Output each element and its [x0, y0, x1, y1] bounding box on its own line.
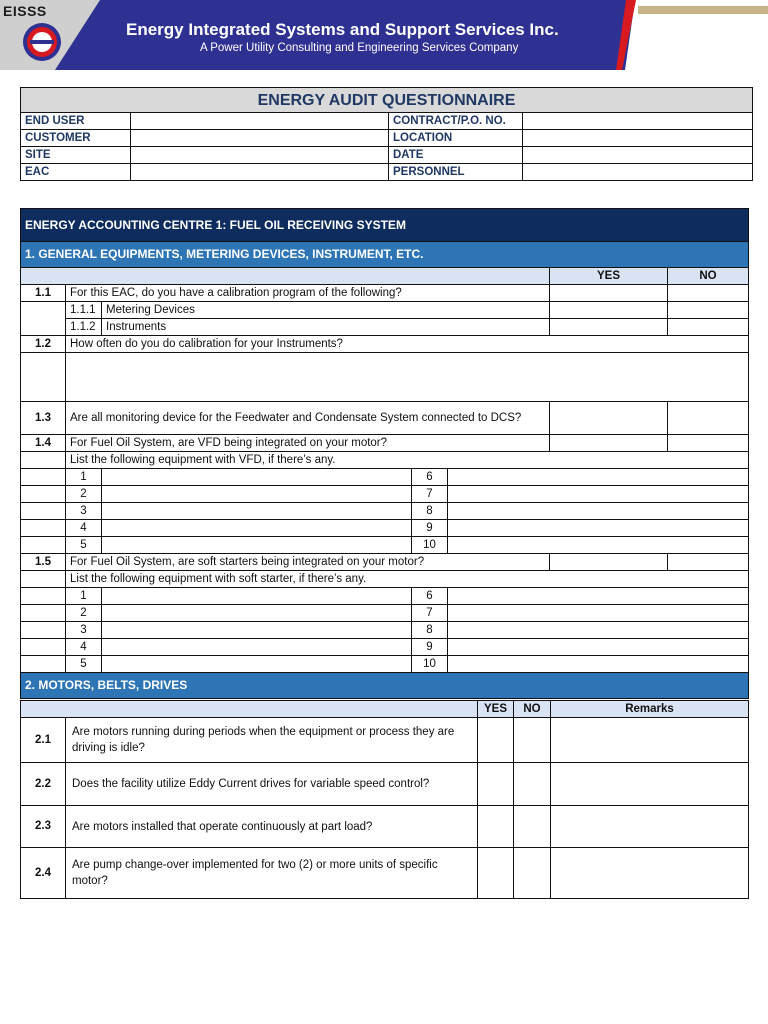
section2-header-row	[21, 701, 749, 718]
list-row	[21, 486, 749, 503]
yes-cell[interactable]	[550, 285, 668, 302]
no-cell[interactable]	[514, 763, 551, 806]
site-field[interactable]	[131, 147, 389, 164]
form-title-row	[21, 88, 753, 113]
question-row	[21, 402, 749, 435]
question-number: 2.4	[21, 848, 66, 899]
no-header: NO	[514, 701, 551, 718]
no-cell[interactable]	[668, 285, 749, 302]
question-row	[21, 848, 749, 899]
blank-cell	[21, 571, 66, 588]
date-field[interactable]	[523, 147, 753, 164]
blank-cell	[21, 656, 66, 673]
list-row	[21, 520, 749, 537]
info-row	[21, 147, 753, 164]
list-number: 4	[66, 520, 102, 537]
list-field[interactable]	[448, 520, 749, 537]
sub-question-text: Metering Devices	[102, 302, 550, 319]
blank-cell	[21, 537, 66, 554]
blank-cell	[21, 622, 66, 639]
blank-cell	[21, 302, 66, 336]
company-name: Energy Integrated Systems and Support Services Inc.	[126, 20, 559, 39]
list-number: 1	[66, 469, 102, 486]
list-row	[21, 639, 749, 656]
yes-cell[interactable]	[478, 763, 514, 806]
form-title: ENERGY AUDIT QUESTIONNAIRE	[21, 88, 753, 113]
site-label: SITE	[21, 147, 131, 164]
list-number: 4	[66, 639, 102, 656]
logo-text: EISSS	[3, 3, 47, 19]
question-number: 2.2	[21, 763, 66, 806]
list-field[interactable]	[448, 469, 749, 486]
yes-cell[interactable]	[478, 848, 514, 899]
eac-field[interactable]	[131, 164, 389, 181]
list-number: 7	[412, 486, 448, 503]
section2-table	[20, 700, 749, 899]
customer-field[interactable]	[131, 130, 389, 147]
list-number: 10	[412, 537, 448, 554]
question-number: 1.3	[21, 402, 66, 435]
question-number: 2.3	[21, 806, 66, 848]
list-field[interactable]	[102, 469, 412, 486]
blank-cell	[21, 503, 66, 520]
blank-cell	[21, 486, 66, 503]
list-number: 1	[66, 588, 102, 605]
answer-row	[21, 353, 749, 402]
remarks-header: Remarks	[551, 701, 749, 718]
list-field[interactable]	[448, 486, 749, 503]
list-field[interactable]	[448, 537, 749, 554]
list-number: 2	[66, 605, 102, 622]
sub-question-text: Instruments	[102, 319, 550, 336]
sub-question-row	[21, 319, 749, 336]
question-number: 1.5	[21, 554, 66, 571]
question-text: Does the facility utilize Eddy Current drives for variable speed control?	[66, 763, 478, 806]
no-cell[interactable]	[514, 806, 551, 848]
yes-header: YES	[550, 268, 668, 285]
personnel-field[interactable]	[523, 164, 753, 181]
list-number: 10	[412, 656, 448, 673]
section1-header-row	[21, 268, 749, 285]
question-number: 1.4	[21, 435, 66, 452]
info-row	[21, 113, 753, 130]
info-table	[20, 87, 753, 181]
yes-header: YES	[478, 701, 514, 718]
list-row	[21, 622, 749, 639]
remarks-cell[interactable]	[551, 718, 749, 763]
location-field[interactable]	[523, 130, 753, 147]
question-row	[21, 336, 749, 353]
question-text: For Fuel Oil System, are soft starters being integrated on your motor?	[66, 554, 550, 571]
eac-label: EAC	[21, 164, 131, 181]
remarks-cell[interactable]	[551, 848, 749, 899]
no-cell[interactable]	[514, 848, 551, 899]
list-instruction: List the following equipment with VFD, if there’s any.	[66, 452, 749, 469]
yes-cell[interactable]	[478, 718, 514, 763]
list-row	[21, 537, 749, 554]
blank-cell	[21, 469, 66, 486]
location-label: LOCATION	[389, 130, 523, 147]
list-number: 3	[66, 622, 102, 639]
question-row	[21, 806, 749, 848]
question-text: How often do you do calibration for your Instruments?	[66, 336, 749, 353]
end-user-label: END USER	[21, 113, 131, 130]
list-number: 8	[412, 503, 448, 520]
info-row	[21, 164, 753, 181]
list-field[interactable]	[448, 622, 749, 639]
eac1-table	[20, 208, 749, 699]
list-instruction-row	[21, 452, 749, 469]
personnel-label: PERSONNEL	[389, 164, 523, 181]
answer-field[interactable]	[66, 353, 749, 402]
no-cell[interactable]	[668, 302, 749, 319]
question-text: Are all monitoring device for the Feedwater and Condensate System connected to DCS?	[66, 402, 550, 435]
sub-question-number: 1.1.2	[66, 319, 102, 336]
list-field[interactable]	[448, 503, 749, 520]
info-row	[21, 130, 753, 147]
list-field[interactable]	[102, 537, 412, 554]
no-cell[interactable]	[514, 718, 551, 763]
list-field[interactable]	[448, 588, 749, 605]
yes-cell[interactable]	[478, 806, 514, 848]
no-header: NO	[668, 268, 749, 285]
section2-title: 2. MOTORS, BELTS, DRIVES	[21, 673, 749, 699]
question-row	[21, 763, 749, 806]
list-row	[21, 588, 749, 605]
eac1-title: ENERGY ACCOUNTING CENTRE 1: FUEL OIL RECEIVING SYSTEM	[21, 209, 749, 242]
question-number: 1.1	[21, 285, 66, 302]
list-field[interactable]	[102, 588, 412, 605]
yes-cell[interactable]	[550, 402, 668, 435]
list-number: 6	[412, 469, 448, 486]
question-text: For this EAC, do you have a calibration program of the following?	[66, 285, 550, 302]
contract-label: CONTRACT/P.O. NO.	[389, 113, 523, 130]
yes-cell[interactable]	[550, 302, 668, 319]
list-number: 9	[412, 520, 448, 537]
sub-question-row	[21, 302, 749, 319]
list-row	[21, 605, 749, 622]
list-field[interactable]	[102, 520, 412, 537]
list-field[interactable]	[448, 656, 749, 673]
blank-cell	[21, 588, 66, 605]
remarks-cell[interactable]	[551, 806, 749, 848]
yes-cell[interactable]	[550, 319, 668, 336]
eac1-title-row	[21, 209, 749, 242]
question-row	[21, 718, 749, 763]
list-number: 9	[412, 639, 448, 656]
blank-cell	[21, 639, 66, 656]
list-field[interactable]	[102, 503, 412, 520]
list-instruction-row	[21, 571, 749, 588]
remarks-cell[interactable]	[551, 763, 749, 806]
no-cell[interactable]	[668, 319, 749, 336]
banner-gold-line	[638, 6, 768, 14]
question-number: 2.1	[21, 718, 66, 763]
sub-question-number: 1.1.1	[66, 302, 102, 319]
question-text: Are pump change-over implemented for two (2) or more units of specific motor?	[66, 848, 478, 899]
question-row	[21, 554, 749, 571]
blank-cell	[21, 520, 66, 537]
no-cell[interactable]	[668, 435, 749, 452]
section1-title-row	[21, 242, 749, 268]
question-row	[21, 285, 749, 302]
blank-cell	[21, 353, 66, 402]
list-number: 5	[66, 537, 102, 554]
yes-cell[interactable]	[550, 554, 668, 571]
question-number: 1.2	[21, 336, 66, 353]
no-cell[interactable]	[668, 402, 749, 435]
question-text: Are motors installed that operate continuously at part load?	[66, 806, 478, 848]
company-logo-icon	[22, 22, 62, 62]
list-field[interactable]	[102, 622, 412, 639]
header-blank	[21, 268, 550, 285]
list-instruction: List the following equipment with soft starter, if there’s any.	[66, 571, 749, 588]
list-field[interactable]	[102, 639, 412, 656]
header-blank	[21, 701, 478, 718]
list-field[interactable]	[448, 605, 749, 622]
section1-title: 1. GENERAL EQUIPMENTS, METERING DEVICES, INSTRUMENT, ETC.	[21, 242, 749, 268]
contract-field[interactable]	[523, 113, 753, 130]
list-number: 5	[66, 656, 102, 673]
list-field[interactable]	[102, 605, 412, 622]
blank-cell	[21, 605, 66, 622]
list-field[interactable]	[448, 639, 749, 656]
question-text: For Fuel Oil System, are VFD being integrated on your motor?	[66, 435, 550, 452]
list-number: 6	[412, 588, 448, 605]
company-tagline: A Power Utility Consulting and Engineering Services Company	[200, 42, 519, 54]
list-field[interactable]	[102, 486, 412, 503]
list-row	[21, 656, 749, 673]
list-field[interactable]	[102, 656, 412, 673]
list-number: 3	[66, 503, 102, 520]
question-text: Are motors running during periods when the equipment or process they are driving is idle?	[66, 718, 478, 763]
question-row	[21, 435, 749, 452]
list-number: 2	[66, 486, 102, 503]
list-number: 7	[412, 605, 448, 622]
header-banner	[0, 0, 768, 70]
list-number: 8	[412, 622, 448, 639]
end-user-field[interactable]	[131, 113, 389, 130]
list-row	[21, 469, 749, 486]
yes-cell[interactable]	[550, 435, 668, 452]
date-label: DATE	[389, 147, 523, 164]
blank-cell	[21, 452, 66, 469]
list-row	[21, 503, 749, 520]
no-cell[interactable]	[668, 554, 749, 571]
customer-label: CUSTOMER	[21, 130, 131, 147]
section2-title-row	[21, 673, 749, 699]
